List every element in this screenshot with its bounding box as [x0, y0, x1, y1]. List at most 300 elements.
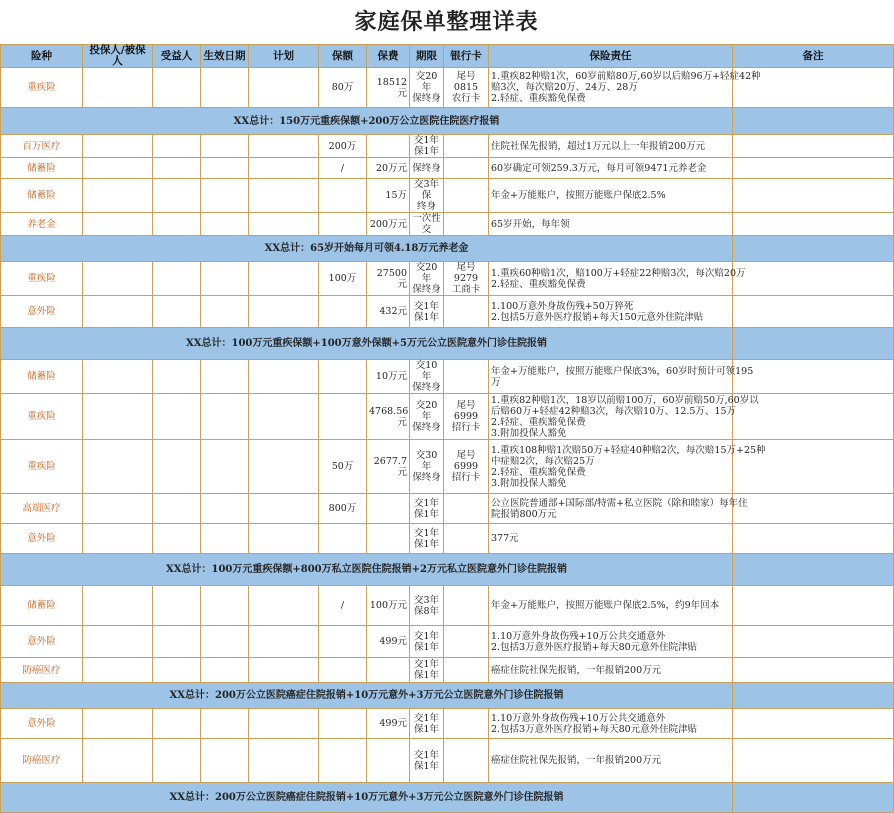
- coverage-duty: [489, 213, 733, 236]
- remark-cell: [733, 236, 894, 262]
- header-row: [1, 45, 894, 68]
- effective-date-cell: [201, 179, 249, 213]
- effective-date-cell: [201, 658, 249, 683]
- coverage-duty: [489, 440, 766, 494]
- remark-cell: [733, 709, 894, 739]
- cell-line: 2.包括3万意外医疗报销+每天80元意外住院津贴: [491, 723, 698, 735]
- summary-row: [1, 683, 894, 709]
- insurance-type: 百万医疗: [1, 135, 83, 158]
- plan-cell: [249, 158, 319, 179]
- bank-card-cell: [444, 179, 489, 213]
- column-header: 保额: [319, 45, 367, 68]
- insurance-type: 养老金: [1, 213, 83, 236]
- column-header: 计划: [249, 45, 319, 68]
- remark-cell: [733, 783, 894, 813]
- insurance-type: 重疾险: [1, 68, 83, 108]
- cell-line: 2.轻症、重疾豁免保费: [491, 416, 586, 428]
- insurance-type: 储蓄险: [1, 360, 83, 394]
- beneficiary-cell: [153, 360, 201, 394]
- plan-cell: [249, 262, 319, 296]
- term-cell: [410, 440, 444, 494]
- premium: 499元: [367, 709, 410, 739]
- plan-cell: [249, 524, 319, 554]
- table-row: [1, 709, 894, 739]
- cell-line: 交20年: [415, 71, 438, 93]
- beneficiary-cell: [153, 440, 201, 494]
- insurance-type: 意外险: [1, 296, 83, 328]
- effective-date-cell: [201, 739, 249, 783]
- policyholder-cell: [83, 179, 153, 213]
- cell-line: 保1年: [413, 760, 440, 772]
- summary-text: XX总计：100万元重疾保额+100万意外保额+5万元公立医院意外门诊住院报销: [1, 328, 733, 360]
- premium: 10万元: [367, 360, 410, 394]
- coverage-duty: [489, 135, 733, 158]
- effective-date-cell: [201, 68, 249, 108]
- cell-line: 保1年: [413, 146, 440, 157]
- remark-cell: [733, 360, 894, 394]
- summary-text: XX总计：65岁开始每月可领4.18万元养老金: [1, 236, 733, 262]
- summary-row: [1, 108, 894, 135]
- remark-cell: [733, 739, 894, 783]
- summary-text: XX总计：200万公立医院癌症住院报销+10万元意外+3万元公立医院意外门诊住院报销: [1, 683, 733, 709]
- cell-line: 交10年: [415, 360, 438, 382]
- premium: 2677.7元: [367, 440, 410, 494]
- beneficiary-cell: [153, 524, 201, 554]
- remark-cell: [733, 213, 894, 236]
- remark-cell: [733, 328, 894, 360]
- bank-card-cell: [444, 658, 489, 683]
- effective-date-cell: [201, 262, 249, 296]
- policyholder-cell: [83, 68, 153, 108]
- bank-card-cell: [444, 68, 489, 108]
- coverage-duty: [489, 494, 748, 524]
- insurance-type: 防癌医疗: [1, 658, 83, 683]
- policyholder-cell: [83, 586, 153, 626]
- column-header: 险种: [1, 45, 83, 68]
- coverage-duty: [489, 524, 733, 554]
- plan-cell: [249, 658, 319, 683]
- effective-date-cell: [201, 440, 249, 494]
- beneficiary-cell: [153, 262, 201, 296]
- cell-line: 交1年: [413, 630, 440, 642]
- effective-date-cell: [201, 586, 249, 626]
- insurance-type: 储蓄险: [1, 586, 83, 626]
- coverage-amount: 80万: [319, 68, 367, 108]
- coverage-amount: 100万: [319, 262, 367, 296]
- policyholder-cell: [83, 135, 153, 158]
- cell-line: 1.10万意外身故伤残+10万公共交通意外: [491, 712, 666, 724]
- remark-cell: [733, 626, 894, 658]
- policy-table: [0, 44, 894, 813]
- cell-line: 年金+万能账户，按照万能账户保底3%，60岁时预计可领195: [491, 365, 754, 377]
- cell-line: 保1年: [413, 723, 440, 735]
- remark-cell: [733, 658, 894, 683]
- cell-line: 保1年: [413, 670, 440, 681]
- bank-card-cell: [444, 262, 489, 296]
- summary-row: [1, 783, 894, 813]
- coverage-duty: [489, 394, 759, 440]
- term-cell: [410, 262, 444, 296]
- table-row: [1, 135, 894, 158]
- term-cell: [410, 158, 444, 179]
- cell-line: 保1年: [413, 538, 440, 550]
- table-row: [1, 739, 894, 783]
- cell-line: 交3年保: [413, 179, 440, 201]
- cell-line: 保8年: [413, 605, 440, 617]
- remark-cell: [733, 586, 894, 626]
- cell-line: 院报销800万元: [491, 508, 557, 520]
- beneficiary-cell: [153, 739, 201, 783]
- term-cell: [410, 360, 444, 394]
- coverage-amount: 800万: [319, 494, 367, 524]
- term-cell: [410, 213, 444, 236]
- effective-date-cell: [201, 494, 249, 524]
- insurance-type: 意外险: [1, 524, 83, 554]
- cell-line: 赔3次，每次赔20万、24万、28万: [491, 82, 638, 93]
- cell-line: 1.重疾60种赔1次，赔100万+轻症22种赔3次，每次赔20万: [491, 267, 746, 279]
- cell-line: 年金+万能账户，按照万能账户保底2.5%: [491, 190, 666, 201]
- cell-line: 癌症住院社保先报销，一年报销200万元: [491, 664, 662, 676]
- effective-date-cell: [201, 360, 249, 394]
- policyholder-cell: [83, 658, 153, 683]
- premium: [367, 658, 410, 683]
- beneficiary-cell: [153, 68, 201, 108]
- premium: [367, 739, 410, 783]
- premium: 27500元: [367, 262, 410, 296]
- cell-line: 万: [491, 376, 501, 388]
- cell-line: 癌症住院社保先报销，一年报销200万元: [491, 755, 662, 766]
- bank-card-cell: [444, 135, 489, 158]
- cell-line: 60岁确定可领259.3万元，每月可领9471元养老金: [491, 162, 707, 174]
- coverage-duty: [489, 158, 733, 179]
- coverage-duty: [489, 68, 761, 108]
- coverage-amount: [319, 709, 367, 739]
- bank-card-cell: [444, 360, 489, 394]
- coverage-amount: [319, 658, 367, 683]
- insurance-type: 储蓄险: [1, 158, 83, 179]
- coverage-amount: [319, 360, 367, 394]
- remark-cell: [733, 494, 894, 524]
- bank-card-cell: [444, 709, 489, 739]
- table-row: [1, 179, 894, 213]
- cell-line: 交1年: [413, 135, 440, 146]
- column-header: 期限: [410, 45, 444, 68]
- table-row: [1, 524, 894, 554]
- coverage-duty: [489, 360, 754, 394]
- beneficiary-cell: [153, 626, 201, 658]
- premium: [367, 135, 410, 158]
- table-row: [1, 440, 894, 494]
- cell-line: 保终身: [412, 93, 441, 104]
- remark-cell: [733, 179, 894, 213]
- premium: 4768.56元: [367, 394, 410, 440]
- table-row: [1, 394, 894, 440]
- cell-line: 交1年: [413, 749, 440, 761]
- plan-cell: [249, 68, 319, 108]
- cell-line: 交30年: [415, 450, 438, 472]
- cell-line: 交20年: [415, 400, 438, 422]
- table-row: [1, 158, 894, 179]
- premium: 499元: [367, 626, 410, 658]
- cell-line: 公立医院普通部+国际部/特需+私立医院（除和睦家）每年住: [491, 497, 748, 509]
- insurance-type: 意外险: [1, 709, 83, 739]
- premium: [367, 494, 410, 524]
- cell-line: 交1年: [413, 300, 440, 312]
- cell-line: 交1年: [413, 497, 440, 509]
- cell-line: 2.轻症、重疾豁免保费: [491, 466, 586, 478]
- plan-cell: [249, 626, 319, 658]
- summary-row: [1, 236, 894, 262]
- cell-line: 保1年: [413, 641, 440, 653]
- policyholder-cell: [83, 296, 153, 328]
- policyholder-cell: [83, 626, 153, 658]
- table-row: [1, 262, 894, 296]
- cell-line: 招行卡: [451, 422, 481, 433]
- plan-cell: [249, 586, 319, 626]
- term-cell: [410, 739, 444, 783]
- policyholder-cell: [83, 494, 153, 524]
- cell-line: 尾号6999: [453, 450, 479, 472]
- cell-line: 2.轻症、重疾豁免保费: [491, 93, 586, 104]
- cell-line: 1.100万意外身故伤残+50万猝死: [491, 300, 634, 312]
- cell-line: 交20年: [415, 262, 438, 284]
- policyholder-cell: [83, 394, 153, 440]
- bank-card-cell: [444, 394, 489, 440]
- beneficiary-cell: [153, 158, 201, 179]
- premium: 20万元: [367, 158, 410, 179]
- term-cell: [410, 68, 444, 108]
- coverage-amount: [319, 179, 367, 213]
- insurance-type: 高端医疗: [1, 494, 83, 524]
- cell-line: 一次性: [412, 213, 441, 224]
- policyholder-cell: [83, 360, 153, 394]
- cell-line: 保终身: [412, 162, 441, 174]
- coverage-amount: /: [319, 158, 367, 179]
- bank-card-cell: [444, 524, 489, 554]
- coverage-amount: [319, 394, 367, 440]
- table-body: [1, 68, 894, 813]
- summary-text: XX总计：200万公立医院癌症住院报销+10万元意外+3万元公立医院意外门诊住院报销: [1, 783, 733, 813]
- summary-text: XX总计：150万元重疾保额+200万公立医院住院医疗报销: [1, 108, 733, 135]
- insurance-type: 重疾险: [1, 262, 83, 296]
- summary-row: [1, 328, 894, 360]
- policyholder-cell: [83, 158, 153, 179]
- coverage-duty: [489, 179, 733, 213]
- insurance-type: 防癌医疗: [1, 739, 83, 783]
- cell-line: 1.重疾108种赔1次赔50万+轻症40种赔2次，每次赔15万+25种: [491, 444, 766, 456]
- beneficiary-cell: [153, 709, 201, 739]
- premium: 432元: [367, 296, 410, 328]
- policyholder-cell: [83, 262, 153, 296]
- bank-card-cell: [444, 296, 489, 328]
- coverage-duty: [489, 626, 733, 658]
- cell-line: 尾号9279: [453, 262, 479, 284]
- beneficiary-cell: [153, 494, 201, 524]
- cell-line: 1.重疾82种赔1次，60岁前赔80万,60岁以后赔96万+轻症42种: [491, 71, 761, 82]
- effective-date-cell: [201, 709, 249, 739]
- beneficiary-cell: [153, 213, 201, 236]
- coverage-duty: [489, 709, 733, 739]
- coverage-amount: [319, 296, 367, 328]
- column-header: 保险责任: [489, 45, 733, 68]
- table-row: [1, 68, 894, 108]
- effective-date-cell: [201, 394, 249, 440]
- plan-cell: [249, 394, 319, 440]
- page-title: 家庭保单整理详表: [354, 9, 539, 35]
- cell-line: 保终身: [412, 382, 441, 393]
- plan-cell: [249, 179, 319, 213]
- premium: 18512元: [367, 68, 410, 108]
- premium: 15万: [367, 179, 410, 213]
- cell-line: 保1年: [413, 508, 440, 520]
- column-header: 保费: [367, 45, 410, 68]
- plan-cell: [249, 709, 319, 739]
- plan-cell: [249, 135, 319, 158]
- column-header: 生效日期: [201, 45, 249, 68]
- table-row: [1, 658, 894, 683]
- effective-date-cell: [201, 524, 249, 554]
- term-cell: [410, 524, 444, 554]
- term-cell: [410, 658, 444, 683]
- cell-line: 2.包括3万意外医疗报销+每天80元意外住院津贴: [491, 641, 698, 653]
- policyholder-cell: [83, 440, 153, 494]
- cell-line: 招行卡: [451, 472, 481, 483]
- column-header: 银行卡: [444, 45, 489, 68]
- term-cell: [410, 135, 444, 158]
- coverage-duty: [489, 586, 733, 626]
- term-cell: [410, 709, 444, 739]
- remark-cell: [733, 524, 894, 554]
- cell-line: 住院社保先报销，超过1万元以上一年报销200万元: [491, 140, 706, 152]
- term-cell: [410, 394, 444, 440]
- cell-line: 尾号0815: [453, 71, 479, 93]
- premium: 100万元: [367, 586, 410, 626]
- cell-line: 工商卡: [451, 284, 481, 295]
- coverage-duty: [489, 296, 733, 328]
- plan-cell: [249, 440, 319, 494]
- cell-line: 交3年: [413, 594, 440, 606]
- cell-line: 1.重疾82种赔1次，18岁以前赔100万，60岁前赔50万,60岁以: [491, 394, 759, 406]
- plan-cell: [249, 494, 319, 524]
- cell-line: 交: [421, 224, 432, 235]
- cell-line: 377元: [491, 533, 519, 544]
- effective-date-cell: [201, 158, 249, 179]
- remark-cell: [733, 296, 894, 328]
- bank-card-cell: [444, 440, 489, 494]
- plan-cell: [249, 213, 319, 236]
- remark-cell: [733, 158, 894, 179]
- cell-line: 65岁开始，每年领: [491, 218, 570, 230]
- bank-card-cell: [444, 739, 489, 783]
- column-header: 受益人: [153, 45, 201, 68]
- cell-line: 后赔60万+轻症42种赔3次，每次赔10万、12.5万、15万: [491, 405, 737, 417]
- bank-card-cell: [444, 494, 489, 524]
- cell-line: 保终身: [412, 422, 441, 433]
- coverage-amount: [319, 213, 367, 236]
- bank-card-cell: [444, 158, 489, 179]
- coverage-amount: 50万: [319, 440, 367, 494]
- table-row: [1, 213, 894, 236]
- remark-cell: [733, 135, 894, 158]
- insurance-type: 重疾险: [1, 440, 83, 494]
- beneficiary-cell: [153, 658, 201, 683]
- term-cell: [410, 586, 444, 626]
- cell-line: 保1年: [413, 311, 440, 323]
- term-cell: [410, 494, 444, 524]
- term-cell: [410, 296, 444, 328]
- coverage-duty: [489, 739, 733, 783]
- plan-cell: [249, 360, 319, 394]
- premium: 200万元: [367, 213, 410, 236]
- term-cell: [410, 626, 444, 658]
- insurance-type: 意外险: [1, 626, 83, 658]
- cell-line: 3.附加投保人豁免: [491, 427, 567, 439]
- cell-line: 交1年: [413, 659, 440, 670]
- bank-card-cell: [444, 213, 489, 236]
- insurance-type: 重疾险: [1, 394, 83, 440]
- effective-date-cell: [201, 626, 249, 658]
- cell-line: 年金+万能账户，按照万能账户保底2.5%，约9年回本: [491, 600, 720, 611]
- premium: [367, 524, 410, 554]
- cell-line: 农行卡: [451, 93, 481, 104]
- policyholder-cell: [83, 709, 153, 739]
- bank-card-cell: [444, 586, 489, 626]
- summary-text: XX总计：100万元重疾保额+800万私立医院住院报销+2万元私立医院意外门诊住院报销: [1, 554, 733, 586]
- effective-date-cell: [201, 296, 249, 328]
- policyholder-cell: [83, 739, 153, 783]
- cell-line: 3.附加投保人豁免: [491, 477, 567, 489]
- cell-line: 保终身: [412, 284, 441, 295]
- column-header: 备注: [733, 45, 894, 68]
- effective-date-cell: [201, 135, 249, 158]
- beneficiary-cell: [153, 394, 201, 440]
- cell-line: 终身: [416, 201, 436, 212]
- coverage-amount: [319, 626, 367, 658]
- beneficiary-cell: [153, 179, 201, 213]
- cell-line: 尾号6999: [453, 400, 479, 422]
- cell-line: 保终身: [412, 472, 441, 483]
- term-cell: [410, 179, 444, 213]
- table-row: [1, 586, 894, 626]
- cell-line: 中症赔2次，每次赔25万: [491, 455, 595, 467]
- cell-line: 交1年: [413, 712, 440, 724]
- cell-line: 2.轻症、重疾豁免保费: [491, 278, 586, 290]
- remark-cell: [733, 683, 894, 709]
- table-row: [1, 494, 894, 524]
- coverage-amount: /: [319, 586, 367, 626]
- cell-line: 1.10万意外身故伤残+10万公共交通意外: [491, 630, 666, 642]
- table-row: [1, 296, 894, 328]
- policyholder-cell: [83, 213, 153, 236]
- plan-cell: [249, 296, 319, 328]
- plan-cell: [249, 739, 319, 783]
- remark-cell: [733, 554, 894, 586]
- coverage-duty: [489, 658, 733, 683]
- effective-date-cell: [201, 213, 249, 236]
- coverage-amount: 200万: [319, 135, 367, 158]
- table-row: [1, 360, 894, 394]
- summary-row: [1, 554, 894, 586]
- column-header: 投保人/被保人: [83, 45, 153, 68]
- bank-card-cell: [444, 626, 489, 658]
- beneficiary-cell: [153, 586, 201, 626]
- coverage-amount: [319, 524, 367, 554]
- remark-cell: [733, 262, 894, 296]
- beneficiary-cell: [153, 135, 201, 158]
- cell-line: 交1年: [413, 527, 440, 539]
- beneficiary-cell: [153, 296, 201, 328]
- insurance-type: 储蓄险: [1, 179, 83, 213]
